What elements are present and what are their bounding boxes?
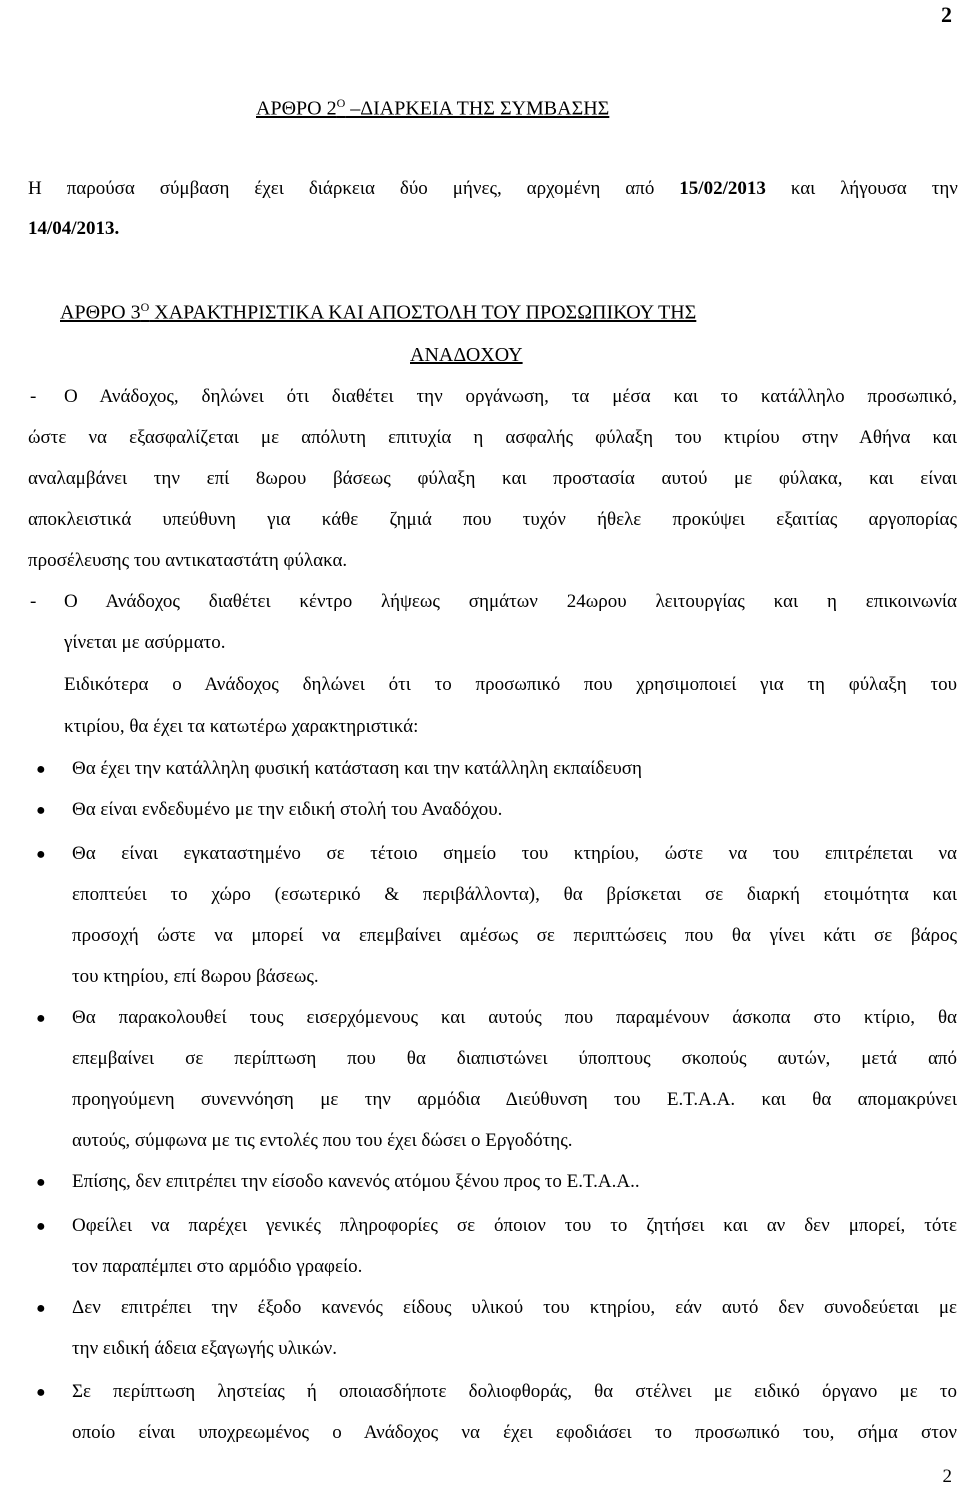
article-3-heading: [60, 300, 696, 325]
article-2-prefix: ΑΡΘΡΟ 2: [256, 97, 337, 120]
bullet-line: τον παραπέμπει στο αρμόδιο γραφείο.: [72, 1256, 363, 1277]
bullet-line: Δεν επιτρέπει την έξοδο κανενός είδους υλικού του κτηρίου, εάν αυτό δεν συνοδεύεται με: [72, 1297, 957, 1318]
paragraph-line: γίνεται με ασύρματο.: [64, 632, 226, 653]
bullet-icon: ●: [36, 802, 46, 819]
article-2-text-line-1: [28, 178, 958, 200]
word: από: [625, 178, 655, 199]
article-2-suffix: –ΔΙΑΡΚΕΙΑ ΤΗΣ ΣΥΜΒΑΣΗΣ: [345, 97, 610, 120]
bullet-line: προηγούμενη συνεννόηση με την αρμόδια Διεύθυνση του Ε.Τ.Α.Α. και θα απομακρύνει: [72, 1089, 957, 1110]
bullet-line: αυτούς, σύμφωνα με τις εντολές που του έχει δώσει ο Εργοδότης.: [72, 1130, 573, 1151]
word: έχει: [254, 178, 284, 199]
paragraph-line: Ο Ανάδοχος διαθέτει κέντρο λήψεως σημάτων 24ωρου λειτουργίας και η επικοινωνία: [64, 591, 957, 612]
page-number-bottom: 2: [942, 1466, 952, 1487]
bullet-line: Επίσης, δεν επιτρέπει την είσοδο κανενός ατόμου ξένου προς το Ε.Τ.Α.Α..: [72, 1171, 640, 1192]
bullet-icon: ●: [36, 846, 46, 863]
article-2-text-line-2: 14/04/2013.: [28, 218, 120, 239]
date-start: 15/02/2013: [679, 178, 766, 199]
paragraph-line: Ειδικότερα ο Ανάδοχος δηλώνει ότι το προσωπικό που χρησιμοποιεί για τη φύλαξη του: [64, 674, 957, 695]
word: αρχομένη: [526, 178, 601, 199]
paragraph-line: αποκλειστικά υπεύθυνη για κάθε ζημιά που τυχόν ήθελε προκύψει εξαιτίας αργοπορίας: [28, 509, 957, 530]
paragraph-line: ώστε να εξασφαλίζεται με απόλυτη επιτυχία η ασφαλής φύλαξη του κτιρίου στην Αθήνα και: [28, 427, 957, 448]
dash-marker-2: -: [30, 591, 37, 612]
bullet-line: εποπτεύει το χώρο (εσωτερικό & περιβάλλοντα), θα βρίσκεται σε διαρκή ετοιμότητα και: [72, 884, 957, 905]
word: δύο: [399, 178, 428, 199]
bullet-icon: ●: [36, 1384, 46, 1401]
word: διάρκεια: [308, 178, 375, 199]
word: παρούσα: [66, 178, 135, 199]
bullet-line: Θα είναι ενδεδυμένο με την ειδική στολή του Αναδόχου.: [72, 799, 503, 820]
article-3-prefix: ΑΡΘΡΟ 3: [60, 301, 141, 324]
paragraph-line: Ο Ανάδοχος, δηλώνει ότι διαθέτει την οργάνωση, τα μέσα και το κατάλληλο προσωπικό,: [64, 386, 957, 407]
word: λήγουσα: [840, 178, 907, 199]
bullet-icon: ●: [36, 1010, 46, 1027]
word: την: [931, 178, 958, 199]
article-3-suffix: ΧΑΡΑΚΤΗΡΙΣΤΙΚΑ ΚΑΙ ΑΠΟΣΤΟΛΗ ΤΟΥ ΠΡΟΣΩΠΙΚΟΥ ΤΗΣ: [149, 301, 697, 324]
bullet-icon: ●: [36, 1218, 46, 1235]
dash-marker-1: -: [30, 386, 37, 407]
bullet-line: Θα παρακολουθεί τους εισερχόμενους και αυτούς που παραμένουν άσκοπα στο κτίριο, θα: [72, 1007, 957, 1028]
bullet-line: Σε περίπτωση ληστείας ή οποιασδήποτε δολιοφθοράς, θα στέλνει με ειδικό όργανο με το: [72, 1381, 957, 1402]
word: σύμβαση: [159, 178, 230, 199]
bullet-line: Οφείλει να παρέχει γενικές πληροφορίες σε όποιον του το ζητήσει και αν δεν μπορεί, τότε: [72, 1215, 957, 1236]
bullet-icon: ●: [36, 761, 46, 778]
bullet-line: επεμβαίνει σε περίπτωση που θα διαπιστώνει ύποπτους σκοπούς αυτών, μετά από: [72, 1048, 957, 1069]
bullet-line: Θα έχει την κατάλληλη φυσική κατάσταση και την κατάλληλη εκπαίδευση: [72, 758, 642, 779]
bullet-line: προσοχή ώστε να μπορεί να επεμβαίνει αμέσως σε περιπτώσεις που θα γίνει κάτι σε βάρος: [72, 925, 957, 946]
page-number-top: 2: [941, 2, 952, 27]
paragraph-line: κτιρίου, θα έχει τα κατωτέρω χαρακτηριστικά:: [64, 716, 419, 737]
bullet-icon: ●: [36, 1300, 46, 1317]
article-3-heading-line-2: ΑΝΑΔΟΧΟΥ: [410, 344, 523, 366]
bullet-line: Θα είναι εγκαταστημένο σε τέτοιο σημείο του κτηρίου, ώστε να του επιτρέπεται να: [72, 843, 957, 864]
article-2-heading: [256, 96, 609, 121]
bullet-line: οποίο είναι υποχρεωμένος ο Ανάδοχος να έχει εφοδιάσει το προσωπικό του, σήμα στον: [72, 1422, 957, 1443]
bullet-line: την ειδική άδεια εξαγωγής υλικών.: [72, 1338, 337, 1359]
word: μήνες,: [452, 178, 502, 199]
paragraph-line: αναλαμβάνει την επί 8ωρου βάσεως φύλαξη και προστασία αυτού με φύλακα, και είναι: [28, 468, 957, 489]
article-3-sup: Ο: [140, 300, 150, 314]
bullet-line: του κτηρίου, επί 8ωρου βάσεως.: [72, 966, 319, 987]
article-2-sup: Ο: [336, 96, 346, 110]
paragraph-line: προσέλευσης του αντικαταστάτη φύλακα.: [28, 550, 348, 571]
bullet-icon: ●: [36, 1174, 46, 1191]
word: και: [790, 178, 816, 199]
word: Η: [28, 178, 42, 199]
